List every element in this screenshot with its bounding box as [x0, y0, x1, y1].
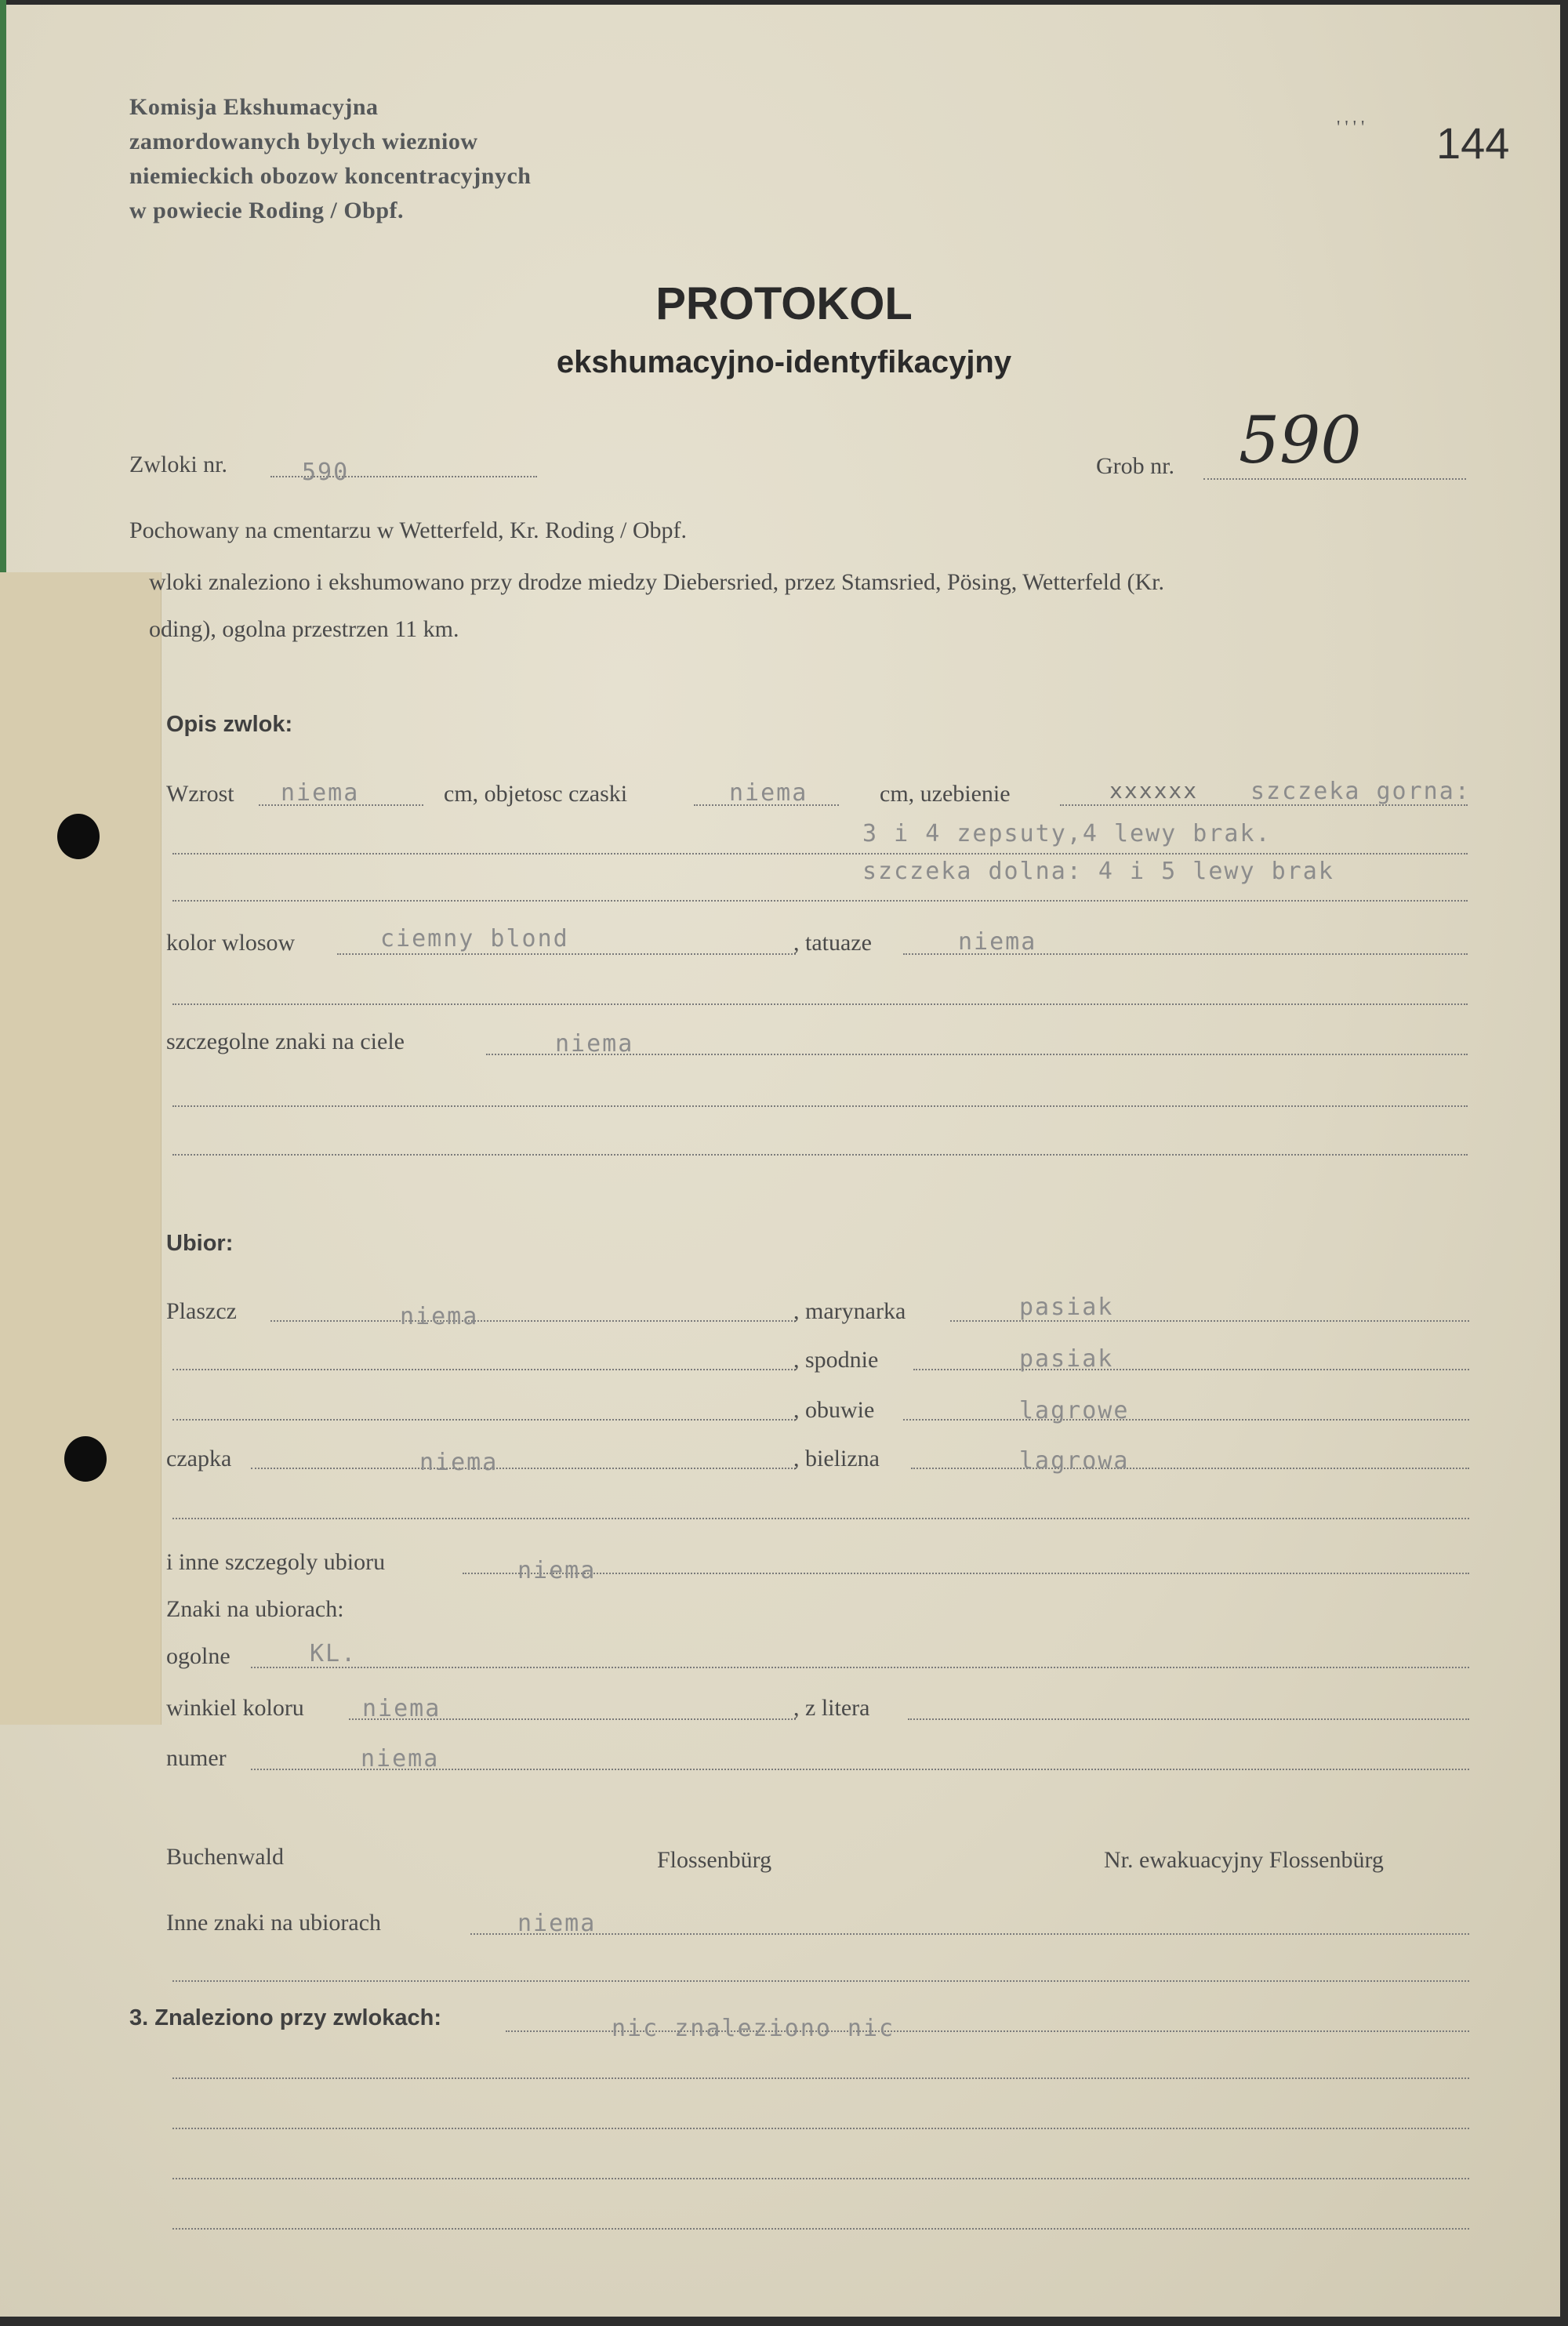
plaszcz-line	[270, 1320, 796, 1322]
desc-line-3	[172, 900, 1468, 902]
uzebienie-line-1: szczeka gorna:	[1250, 778, 1471, 805]
org-line-1: Komisja Ekshumacyjna	[129, 94, 379, 120]
znaki-ciele-label: szczegolne znaki na ciele	[166, 1029, 405, 1054]
marynarka-value: pasiak	[1019, 1294, 1114, 1321]
clothing-line-2	[172, 1369, 796, 1370]
plaszcz-label: Plaszcz	[166, 1298, 237, 1324]
found-items-value: nic znaleziono nic	[612, 2015, 895, 2042]
clothing-line-3	[172, 1419, 796, 1421]
litera-label: , z litera	[793, 1695, 870, 1721]
obuwie-label: , obuwie	[793, 1397, 875, 1423]
czaski-label: cm, objetosc czaski	[444, 781, 628, 807]
spodnie-value: pasiak	[1019, 1345, 1114, 1373]
section-clothing: Ubior:	[166, 1231, 234, 1256]
tatuaze-label: , tatuaze	[793, 930, 872, 956]
doc-subtitle: ekshumacyjno-identyfikacyjny	[556, 345, 1012, 379]
grob-line	[1203, 478, 1466, 480]
grob-value: 590	[1239, 404, 1362, 478]
bielizna-line	[911, 1468, 1469, 1469]
scan-edge-top	[0, 0, 1568, 5]
wzrost-label: Wzrost	[166, 781, 234, 807]
desc-line-2	[172, 853, 1468, 855]
evacuation-number-label: Nr. ewakuacyjny Flossenbürg	[1104, 1847, 1384, 1873]
underlying-sheet	[0, 572, 162, 1725]
doc-title: PROTOKOL	[655, 278, 913, 329]
org-line-2: zamordowanych bylych wiezniow	[129, 129, 478, 154]
marynarka-label: , marynarka	[793, 1298, 906, 1324]
inne-ubior-label: i inne szczegoly ubioru	[166, 1549, 386, 1575]
inne-znaki-line-2	[172, 1980, 1469, 1982]
clothing-line-5	[172, 1518, 1469, 1519]
czapka-label: czapka	[166, 1446, 232, 1471]
found-items-label: 3. Znaleziono przy zwlokach:	[129, 2005, 442, 2030]
inne-znaki-label: Inne znaki na ubiorach	[166, 1910, 382, 1936]
uzebienie-line-2: 3 i 4 zepsuty,4 lewy brak.	[862, 820, 1272, 847]
uzebienie-label: cm, uzebienie	[880, 781, 1011, 807]
znaki-ubior-label: Znaki na ubiorach:	[166, 1596, 344, 1622]
winkiel-value: niema	[362, 1695, 441, 1722]
tatuaze-value: niema	[958, 928, 1037, 956]
zwloki-value: 590	[302, 459, 350, 486]
desc-line-8	[172, 1154, 1468, 1156]
found-line-5	[172, 2228, 1469, 2230]
found-line-2	[172, 2077, 1469, 2079]
spodnie-label: , spodnie	[793, 1347, 879, 1373]
kolor-value: ciemny blond	[380, 925, 569, 953]
burial-line-2: wloki znaleziono i ekshumowano przy drodze miedzy Diebersried, przez Stamsried, Pösing, Wetterfeld (Kr.	[149, 569, 1164, 595]
punch-hole-bottom	[64, 1436, 107, 1482]
uzebienie-line-3: szczeka dolna: 4 i 5 lewy brak	[862, 858, 1334, 885]
desc-line-5	[172, 1003, 1468, 1005]
flossenburg-label: Flossenbürg	[657, 1847, 772, 1873]
spodnie-line	[913, 1369, 1469, 1370]
org-line-3: niemieckich obozow koncentracyjnych	[129, 163, 532, 189]
desc-line-7	[172, 1105, 1468, 1107]
inne-ubior-line	[463, 1573, 1469, 1574]
kolor-line	[337, 953, 796, 955]
obuwie-value: lagrowe	[1019, 1397, 1130, 1424]
punch-hole-top	[57, 814, 100, 859]
inne-znaki-value: niema	[517, 1910, 597, 1937]
grob-label: Grob nr.	[1096, 453, 1174, 479]
inne-znaki-line	[470, 1933, 1469, 1935]
found-line-3	[172, 2128, 1469, 2129]
winkiel-label: winkiel koloru	[166, 1695, 304, 1721]
wzrost-value: niema	[281, 779, 360, 807]
kolor-label: kolor wlosow	[166, 930, 296, 956]
page-number: 144	[1436, 118, 1510, 168]
inne-ubior-value: niema	[517, 1557, 597, 1584]
bielizna-value: lagrowa	[1019, 1447, 1130, 1475]
numer-label: numer	[166, 1745, 227, 1771]
scan-edge-bottom	[0, 2317, 1568, 2326]
numer-value: niema	[361, 1745, 440, 1773]
uzebienie-strikeout: xxxxxx	[1109, 778, 1199, 804]
zwloki-label: Zwloki nr.	[129, 452, 227, 477]
ogolne-value: KL.	[310, 1640, 358, 1667]
ogolne-line	[251, 1667, 1469, 1668]
page-mark: ' ' ' '	[1337, 118, 1365, 138]
bielizna-label: , bielizna	[793, 1446, 880, 1471]
czapka-value: niema	[419, 1449, 499, 1476]
burial-line-1: Pochowany na cmentarzu w Wetterfeld, Kr. Roding / Obpf.	[129, 517, 688, 543]
section-body-description: Opis zwlok:	[166, 712, 293, 737]
litera-line	[908, 1718, 1469, 1720]
czapka-line	[251, 1468, 796, 1469]
obuwie-line	[903, 1419, 1469, 1421]
znaki-ciele-value: niema	[555, 1030, 634, 1058]
plaszcz-value: niema	[400, 1303, 479, 1330]
found-line-4	[172, 2178, 1469, 2179]
czaski-value: niema	[729, 779, 808, 807]
ogolne-label: ogolne	[166, 1643, 230, 1669]
org-line-4: w powiecie Roding / Obpf.	[129, 198, 405, 223]
buchenwald-label: Buchenwald	[166, 1844, 284, 1870]
burial-line-3: oding), ogolna przestrzen 11 km.	[149, 616, 459, 642]
